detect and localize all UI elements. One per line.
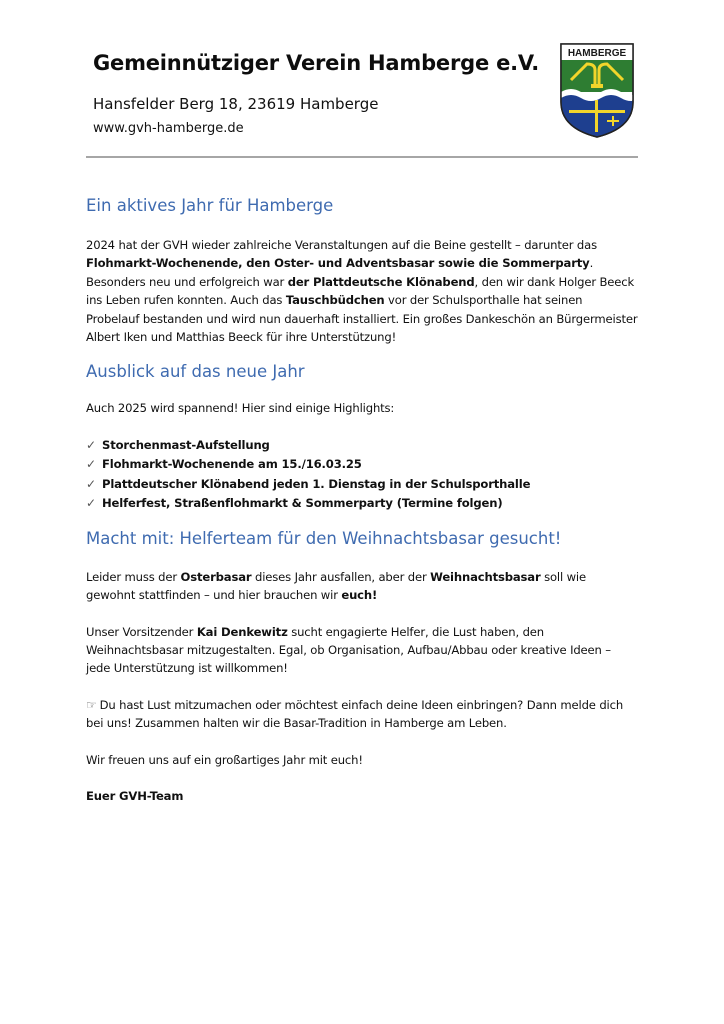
list-item-text: Plattdeutscher Klönabend jeden 1. Dienstag in der Schulsporthalle — [102, 476, 531, 491]
text-run: Du hast Lust mitzumachen oder möchtest einfach deine Ideen einbringen? Dann melde dich bei uns! Zusammen halten wir die Basar-Tradition in Hamberge am Leben. — [86, 697, 624, 731]
list-item-text: Flohmarkt-Wochenende am 15./16.03.25 — [102, 457, 362, 472]
bold-text-run: Weihnachtsbasar — [430, 569, 541, 584]
outlook-intro: Auch 2025 wird spannend! Hier sind einige Highlights: — [86, 401, 395, 416]
bold-text-run: der Plattdeutsche Klönabend — [287, 274, 475, 289]
bold-text-run: euch! — [341, 588, 378, 603]
list-item — [86, 455, 638, 475]
section-heading-outlook: Ausblick auf das neue Jahr — [86, 362, 305, 382]
signature — [86, 787, 638, 805]
bold-text-run: Tauschbüdchen — [285, 293, 385, 308]
bold-text-run: Flohmarkt-Wochenende, den Oster- und Adventsbasar sowie die Sommerparty — [86, 256, 590, 271]
check-icon: ✓ — [86, 496, 96, 511]
section-heading-active-year: Ein aktives Jahr für Hamberge — [86, 196, 334, 215]
crest-label: HAMBERGE — [567, 48, 627, 59]
organization-name: Gemeinnütziger Verein Hamberge e.V. — [93, 51, 540, 75]
helpers-paragraph-3 — [86, 696, 638, 733]
list-item — [86, 475, 638, 495]
text-run: vor der Schulsporthalle hat seinen Probelauf bestanden und wird nun dauerhaft installiert. Ein großes Dankeschön an Bürgermeister Albert Iken und Matthias Beeck für ihre Unterstützung! — [86, 293, 638, 345]
crest-icon — [557, 40, 637, 140]
bold-text-run: Kai Denkewitz — [196, 624, 288, 639]
closing-line: Wir freuen uns auf ein großartiges Jahr mit euch! — [86, 752, 363, 767]
list-item — [86, 494, 638, 514]
list-item-text: Storchenmast-Aufstellung — [102, 437, 270, 452]
check-icon: ✓ — [86, 476, 96, 491]
text-run: Leider muss der — [86, 569, 181, 584]
header-divider — [86, 156, 638, 158]
text-run: Unser Vorsitzender — [86, 624, 197, 639]
bold-text-run: Osterbasar — [180, 569, 252, 584]
address: Hansfelder Berg 18, 23619 Hamberge — [93, 95, 379, 113]
newsletter-body — [86, 193, 638, 806]
text-run: soll wie gewohnt stattfinden – und hier brauchen wir — [86, 569, 586, 603]
text-run: dieses Jahr ausfallen, aber der — [251, 569, 431, 584]
list-item — [86, 436, 638, 456]
list-item-text: Helferfest, Straßenflohmarkt & Sommerparty (Termine folgen) — [102, 496, 503, 511]
text-run: 2024 hat der GVH wieder zahlreiche Veranstaltungen auf die Beine gestellt – darunter das — [86, 238, 597, 252]
text-run: . Besonders neu und erfolgreich war — [86, 256, 594, 289]
section-active-year-paragraph — [86, 236, 638, 346]
signature-text: Euer GVH-Team — [86, 789, 184, 804]
helpers-paragraph-2 — [86, 623, 638, 678]
website-link[interactable]: www.gvh-hamberge.de — [93, 121, 244, 136]
section-heading-helpers-wanted: Macht mit: Helferteam für den Weihnachtsbasar gesucht! — [86, 528, 562, 548]
helpers-paragraph-1 — [86, 568, 638, 605]
hamberge-crest-logo — [557, 40, 637, 140]
check-icon: ✓ — [86, 437, 96, 452]
text-run: sucht engagierte Helfer, die Lust haben, den Weihnachtsbasar mitzugestalten. Egal, ob Organisation, Aufbau/Abbau oder kreative Ideen – jede Unterstützung ist willkommen! — [86, 624, 611, 676]
pointing-hand-icon: ☞ — [86, 697, 97, 712]
highlights-list — [86, 436, 638, 514]
check-icon: ✓ — [86, 457, 96, 472]
text-run: , den wir dank Holger Beeck ins Leben rufen konnten. Auch das — [86, 274, 635, 308]
